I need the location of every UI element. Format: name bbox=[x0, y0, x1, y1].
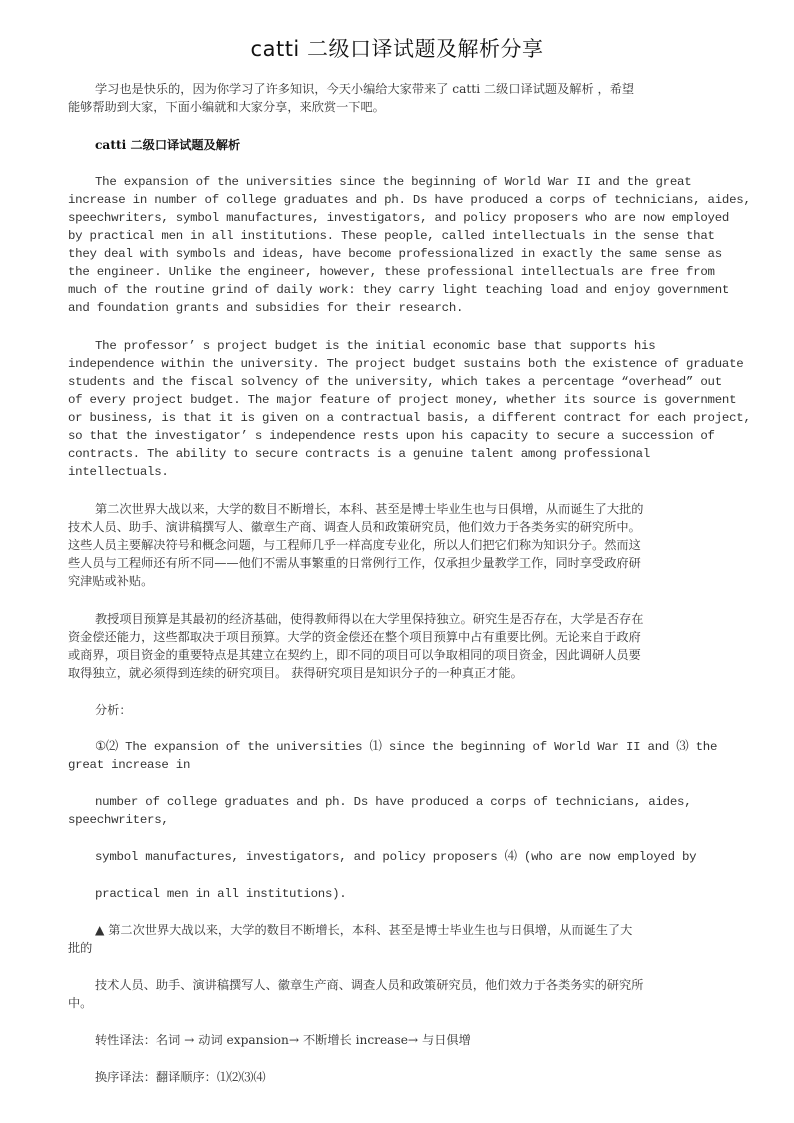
chinese-paragraph-2-line: 资金偿还能力，这些都取决于项目预算。大学的资金偿还在整个项目预算中占有重要比例。无论来自于政府 bbox=[68, 630, 641, 644]
analysis-line: ①⑵ The expansion of the universities ⑴ since the beginning of World War II and ⑶ the bbox=[95, 740, 718, 754]
english-paragraph-2-line: intellectuals. bbox=[68, 465, 169, 479]
analysis-label: 分析： bbox=[95, 703, 132, 717]
chinese-paragraph-2-line: 或商界，项目资金的重要特点是其建立在契约上，即不同的项目可以争取相同的项目资金，因此调研人员要 bbox=[68, 648, 641, 662]
analysis-translation-line: 中。 bbox=[68, 996, 93, 1010]
conversion-method-line: 转性译法：名词 → 动词 expansion→ 不断增长 increase→ 与日俱增 bbox=[95, 1033, 471, 1047]
chinese-paragraph-2-line: 取得独立，就必须得到连续的研究项目。 获得研究项目是知识分子的一种真正才能。 bbox=[68, 666, 523, 680]
analysis-line: number of college graduates and ph. Ds have produced a corps of technicians, aides, bbox=[95, 795, 692, 809]
analysis-line: symbol manufactures, investigators, and policy proposers ⑷ (who are now employed by bbox=[95, 850, 697, 864]
analysis-line: speechwriters, bbox=[68, 813, 169, 827]
analysis-line: practical men in all institutions). bbox=[95, 887, 347, 901]
english-paragraph-1-line: the engineer. Unlike the engineer, however, these professional intellectuals are free from bbox=[68, 265, 715, 279]
english-paragraph-2-line: or business, is that it is given on a contractual basis, a different contract for each project, bbox=[68, 411, 751, 425]
english-paragraph-1-line: and foundation grants and subsidies for their research. bbox=[68, 301, 464, 315]
chinese-paragraph-1-line: 这些人员主要解决符号和概念问题，与工程师几乎一样高度专业化，所以人们把它们称为知识分子。然而这 bbox=[68, 538, 641, 552]
english-paragraph-2-line: students and the fiscal solvency of the university, which takes a percentage “overhead” out bbox=[68, 375, 722, 389]
analysis-translation-line: ▲ 第二次世界大战以来，大学的数目不断增长，本科、甚至是博士毕业生也与日俱增，从而诞生了大 bbox=[95, 923, 633, 937]
english-paragraph-1-line: increase in number of college graduates and ph. Ds have produced a corps of technicians, aides, bbox=[68, 193, 751, 207]
english-paragraph-2-line: contracts. The ability to secure contracts is a genuine talent among professional bbox=[68, 447, 651, 461]
document-title: catti 二级口译试题及解析分享 bbox=[250, 37, 544, 61]
analysis-translation-line: 技术人员、助手、演讲稿撰写人、徽章生产商、调查人员和政策研究员，他们效力于各类务实的研究所 bbox=[95, 978, 644, 992]
chinese-paragraph-1-line: 第二次世界大战以来，大学的数目不断增长，本科、甚至是博士毕业生也与日俱增，从而诞生了大批的 bbox=[95, 502, 644, 516]
english-paragraph-2-line: The professor’ s project budget is the initial economic base that supports his bbox=[95, 339, 656, 353]
english-paragraph-2-line: so that the investigator’ s independence rests upon his capacity to secure a succession of bbox=[68, 429, 715, 443]
english-paragraph-1-line: they deal with symbols and ideas, have become professionalized in exactly the same sense as bbox=[68, 247, 722, 261]
english-paragraph-2-line: of every project budget. The major feature of project money, whether its source is government bbox=[68, 393, 737, 407]
english-paragraph-1-line: much of the routine grind of daily work: they carry light teaching load and enjoy government bbox=[68, 283, 730, 297]
section-heading: catti 二级口译试题及解析 bbox=[95, 138, 241, 152]
analysis-line: great increase in bbox=[68, 758, 191, 772]
analysis-translation-line: 批的 bbox=[68, 941, 93, 955]
english-paragraph-1-line: speechwriters, symbol manufactures, investigators, and policy proposers who are now employed bbox=[68, 211, 730, 225]
intro-line: 能够帮助到大家，下面小编就和大家分享，来欣赏一下吧。 bbox=[68, 100, 385, 114]
english-paragraph-2-line: independence within the university. The project budget sustains both the existence of graduate bbox=[68, 357, 744, 371]
chinese-paragraph-1-line: 些人员与工程师还有所不同——他们不需从事繁重的日常例行工作，仅承担少量教学工作，同时享受政府研 bbox=[68, 556, 641, 570]
reorder-method-line: 换序译法：翻译顺序：⑴⑵⑶⑷ bbox=[95, 1070, 266, 1084]
chinese-paragraph-1-line: 技术人员、助手、演讲稿撰写人、徽章生产商、调查人员和政策研究员，他们效力于各类务实的研究所中。 bbox=[68, 520, 641, 534]
english-paragraph-1-line: The expansion of the universities since the beginning of World War II and the great bbox=[95, 175, 692, 189]
intro-line: 学习也是快乐的，因为你学习了许多知识，今天小编给大家带来了 catti 二级口译试题及解析 ，希望 bbox=[95, 82, 635, 96]
chinese-paragraph-2-line: 教授项目预算是其最初的经济基础，使得教师得以在大学里保持独立。研究生是否存在，大学是否存在 bbox=[95, 612, 644, 626]
chinese-paragraph-1-line: 究津贴或补贴。 bbox=[68, 574, 154, 588]
english-paragraph-1-line: by practical men in all institutions. These people, called intellectuals in the sense that bbox=[68, 229, 715, 243]
